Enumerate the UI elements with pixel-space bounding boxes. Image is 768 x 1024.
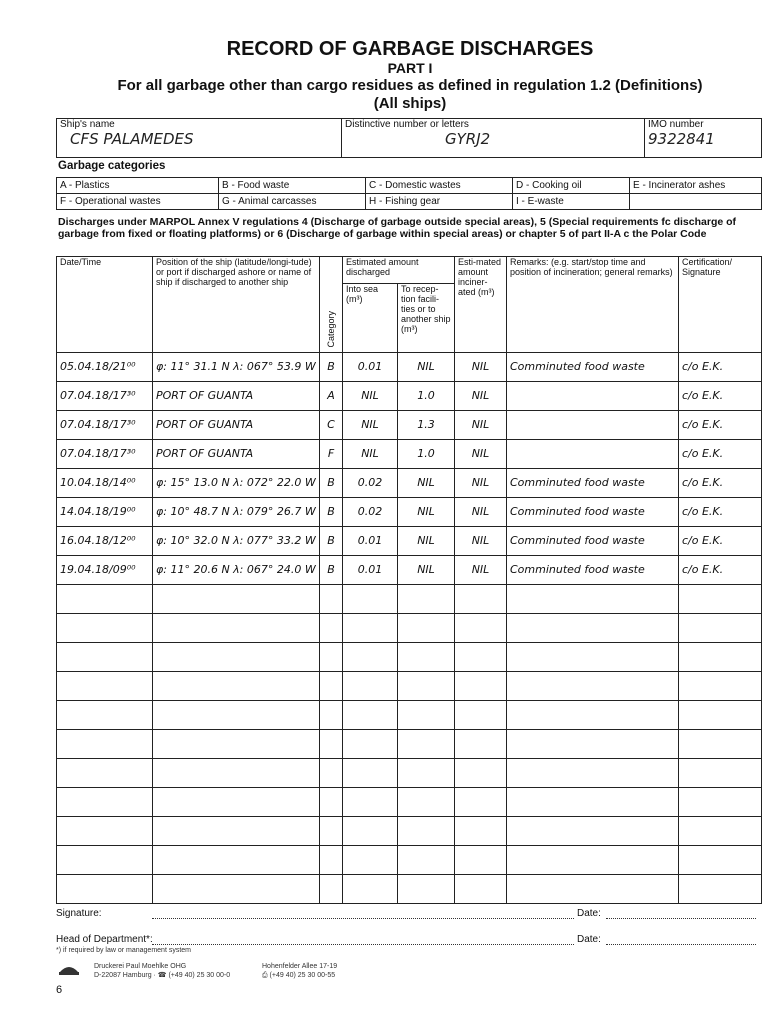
log-cell-sig [679,701,762,730]
log-cell-remarks [507,875,679,904]
log-cell-incinerated [455,643,507,672]
category-d: D - Cooking oil [513,178,630,194]
log-cell-remarks [507,672,679,701]
imo-label: IMO number [648,119,704,130]
fax-icon: ⎙ [262,972,270,979]
log-cell-sea: 0.01 [343,556,398,585]
log-cell-incinerated: NIL [455,382,507,411]
log-cell-incinerated: NIL [455,353,507,382]
header-certification: Certification/ Signature [679,257,762,353]
signature-date-label: Date: [577,908,601,919]
table-row [57,614,762,643]
log-body [57,353,762,904]
table-row [57,382,762,411]
header-category [320,257,343,353]
log-cell-incinerated: NIL [455,411,507,440]
category-c: C - Domestic wastes [366,178,513,194]
table-row [57,788,762,817]
header-date: Date/Time [57,257,153,353]
log-cell-date: 07.04.18/17³⁰ [57,382,153,411]
log-cell-reception [398,672,455,701]
printer-fax-number: (+49 40) 25 30 00-55 [269,972,336,979]
log-cell-position: φ: 15° 13.0 N λ: 072° 22.0 W [153,469,320,498]
log-cell-sea [343,788,398,817]
log-cell-sig [679,846,762,875]
log-cell-date: 07.04.18/17³⁰ [57,440,153,469]
log-cell-reception [398,614,455,643]
subtitle: For all garbage other than cargo residues as defined in regulation 1.2 (Definitions) [117,77,703,94]
signature-date-line[interactable] [606,918,756,919]
log-cell-category: B [320,498,343,527]
printer-name: Druckerei Paul Moehlke OHG [94,963,187,970]
log-cell-date [57,788,153,817]
log-cell-sig: c/o E.K. [679,382,762,411]
log-cell-sea [343,875,398,904]
log-cell-position [153,701,320,730]
log-cell-position [153,643,320,672]
page-number: 6 [56,984,63,996]
log-cell-incinerated [455,672,507,701]
log-cell-remarks [507,788,679,817]
log-cell-incinerated [455,701,507,730]
log-cell-category [320,788,343,817]
head-signature-line[interactable] [152,944,574,945]
log-cell-position [153,614,320,643]
log-cell-date: 05.04.18/21⁰⁰ [57,353,153,382]
printer-address: D-22087 Hamburg · ☎ (+49 40) 25 30 00-0 [94,972,231,979]
log-cell-sig [679,788,762,817]
log-cell-category: F [320,440,343,469]
log-cell-sig: c/o E.K. [679,353,762,382]
imo-value: 9322841 [648,130,715,148]
table-row [57,817,762,846]
table-row [57,353,762,382]
log-cell-incinerated [455,730,507,759]
log-cell-sea [343,817,398,846]
category-a: A - Plastics [57,178,219,194]
log-cell-sig [679,817,762,846]
log-cell-date [57,643,153,672]
log-cell-date [57,817,153,846]
log-cell-remarks [507,846,679,875]
category-i: I - E-waste [513,194,630,210]
log-cell-remarks [507,440,679,469]
log-cell-category: C [320,411,343,440]
log-cell-sig [679,614,762,643]
part-label: PART I [387,60,433,76]
log-cell-sea [343,759,398,788]
table-row [57,759,762,788]
log-cell-reception [398,701,455,730]
log-cell-reception: NIL [398,498,455,527]
ship-name-cell [57,119,342,158]
table-row [57,498,762,527]
log-cell-incinerated [455,846,507,875]
log-cell-sea: NIL [343,382,398,411]
log-cell-date: 19.04.18/09⁰⁰ [57,556,153,585]
footnote: *) if required by law or management system [56,947,191,954]
log-cell-position: φ: 11° 20.6 N λ: 067° 24.0 W [153,556,320,585]
log-cell-category [320,730,343,759]
log-cell-incinerated [455,788,507,817]
log-cell-sig: c/o E.K. [679,411,762,440]
log-cell-position [153,672,320,701]
log-cell-remarks [507,585,679,614]
log-cell-category: B [320,353,343,382]
log-cell-sea [343,730,398,759]
category-h: H - Fishing gear [366,194,513,210]
log-cell-sea: 0.02 [343,469,398,498]
log-cell-category [320,701,343,730]
log-cell-date [57,846,153,875]
distinctive-value: GYRJ2 [445,130,491,148]
log-cell-category [320,846,343,875]
log-cell-position [153,730,320,759]
log-cell-date [57,875,153,904]
discharge-log-table [56,256,762,904]
categories-heading: Garbage categories [58,160,166,172]
printer-street: Hohenfelder Allee 17-19 [262,963,338,970]
discharges-note: Discharges under MARPOL Annex V regulations 4 (Discharge of garbage outside special areas), 5 (Special requirements fc discharge of garbage from fixed or floating platforms) or 6 (Discharge of garbage within special areas) or chapter 5 of part II-A c the Polar Code [58,216,737,240]
table-row [57,556,762,585]
log-cell-sig [679,643,762,672]
log-cell-sea: 0.01 [343,527,398,556]
log-cell-category: B [320,527,343,556]
log-cell-category: A [320,382,343,411]
log-cell-remarks: Comminuted food waste [507,498,679,527]
log-cell-sea [343,643,398,672]
category-f: F - Operational wastes [57,194,219,210]
log-cell-position [153,817,320,846]
log-cell-category: B [320,469,343,498]
log-cell-date [57,701,153,730]
log-cell-incinerated [455,585,507,614]
log-cell-date: 10.04.18/14⁰⁰ [57,469,153,498]
log-cell-position [153,875,320,904]
category-e: E - Incinerator ashes [630,178,762,194]
log-cell-sig [679,672,762,701]
log-cell-incinerated [455,759,507,788]
head-date-label: Date: [577,934,601,945]
head-date-line[interactable] [606,944,756,945]
table-row [57,440,762,469]
log-cell-reception: 1.0 [398,382,455,411]
log-cell-reception [398,730,455,759]
log-cell-incinerated: NIL [455,469,507,498]
log-cell-incinerated: NIL [455,527,507,556]
log-cell-reception [398,585,455,614]
log-cell-remarks [507,759,679,788]
printer-logo-icon [58,962,80,976]
log-cell-remarks [507,817,679,846]
log-cell-position: PORT OF GUANTA [153,440,320,469]
header-position: Position of the ship (latitude/longi-tude) or port if discharged ashore or name of ship if discharged to another ship [153,257,320,353]
header-reception: To recep-tion facili-ties or to another ship (m³) [398,284,455,353]
log-cell-sig [679,730,762,759]
table-row [57,730,762,759]
log-cell-reception [398,643,455,672]
category-g: G - Animal carcasses [219,194,366,210]
log-cell-date: 14.04.18/19⁰⁰ [57,498,153,527]
log-cell-position [153,788,320,817]
log-cell-reception: NIL [398,353,455,382]
log-cell-position: φ: 10° 48.7 N λ: 079° 26.7 W [153,498,320,527]
log-cell-remarks [507,382,679,411]
ship-info-table [56,118,762,158]
log-cell-remarks [507,643,679,672]
log-cell-category [320,817,343,846]
log-cell-sea: NIL [343,411,398,440]
log-cell-date [57,759,153,788]
log-cell-remarks: Comminuted food waste [507,527,679,556]
printer-fax [262,971,335,980]
log-cell-incinerated: NIL [455,440,507,469]
table-row [57,527,762,556]
log-cell-position [153,846,320,875]
log-cell-sea [343,701,398,730]
log-cell-sig: c/o E.K. [679,498,762,527]
table-row [57,643,762,672]
log-cell-remarks [507,614,679,643]
log-cell-sea: 0.01 [343,353,398,382]
log-cell-sig [679,759,762,788]
log-cell-sig [679,585,762,614]
table-row [57,469,762,498]
log-cell-remarks [507,730,679,759]
table-row [57,846,762,875]
scope-label: (All ships) [373,95,447,112]
signature-line[interactable] [152,918,574,919]
log-cell-reception [398,788,455,817]
category-b: B - Food waste [219,178,366,194]
log-cell-sea: NIL [343,440,398,469]
log-cell-date [57,672,153,701]
log-cell-date [57,614,153,643]
log-cell-reception: NIL [398,527,455,556]
table-row [57,411,762,440]
log-cell-incinerated [455,875,507,904]
imo-cell [645,119,762,158]
log-cell-date [57,730,153,759]
header-estimated: Estimated amount discharged [343,257,455,284]
log-cell-date [57,585,153,614]
log-cell-reception [398,817,455,846]
log-cell-date: 16.04.18/12⁰⁰ [57,527,153,556]
log-cell-sea [343,846,398,875]
log-cell-remarks [507,411,679,440]
log-cell-position: PORT OF GUANTA [153,411,320,440]
log-cell-reception: NIL [398,556,455,585]
log-cell-sig: c/o E.K. [679,440,762,469]
log-cell-position: φ: 10° 32.0 N λ: 077° 33.2 W [153,527,320,556]
log-cell-remarks: Comminuted food waste [507,469,679,498]
log-cell-sea: 0.02 [343,498,398,527]
signature-label: Signature: [56,908,102,919]
log-cell-sig: c/o E.K. [679,527,762,556]
log-cell-incinerated [455,817,507,846]
distinctive-cell [342,119,645,158]
log-cell-remarks [507,701,679,730]
log-cell-position: φ: 11° 31.1 N λ: 067° 53.9 W [153,353,320,382]
log-cell-position: PORT OF GUANTA [153,382,320,411]
log-cell-date: 07.04.18/17³⁰ [57,411,153,440]
log-cell-sig: c/o E.K. [679,469,762,498]
header-remarks: Remarks: (e.g. start/stop time and position of incineration; general remarks) [507,257,679,353]
log-cell-sig: c/o E.K. [679,556,762,585]
header-incinerated: Esti-mated amount inciner-ated (m³) [455,257,507,353]
log-cell-sea [343,672,398,701]
log-cell-sea [343,614,398,643]
log-cell-category [320,875,343,904]
categories-table [56,177,762,210]
ship-name-value: CFS PALAMEDES [70,130,194,148]
log-cell-sea [343,585,398,614]
log-cell-position [153,759,320,788]
log-cell-reception [398,759,455,788]
page-title: RECORD OF GARBAGE DISCHARGES [226,38,594,60]
distinctive-label: Distinctive number or letters [345,119,469,130]
log-cell-reception: 1.0 [398,440,455,469]
log-cell-category [320,759,343,788]
table-row [57,672,762,701]
log-cell-sig [679,875,762,904]
head-of-department-label: Head of Department*: [56,934,153,945]
log-cell-category [320,643,343,672]
log-cell-reception: 1.3 [398,411,455,440]
log-cell-reception: NIL [398,469,455,498]
header-category-label: Category [326,311,336,348]
log-cell-incinerated: NIL [455,498,507,527]
log-cell-reception [398,846,455,875]
table-row [57,875,762,904]
log-cell-incinerated [455,614,507,643]
table-row [57,585,762,614]
log-cell-incinerated: NIL [455,556,507,585]
log-cell-remarks: Comminuted food waste [507,353,679,382]
header-into-sea: Into sea (m³) [343,284,398,353]
log-cell-reception [398,875,455,904]
log-cell-remarks: Comminuted food waste [507,556,679,585]
log-cell-category [320,672,343,701]
log-cell-position [153,585,320,614]
log-cell-category: B [320,556,343,585]
log-cell-category [320,585,343,614]
ship-name-label: Ship's name [60,119,115,130]
log-cell-category [320,614,343,643]
table-row [57,701,762,730]
